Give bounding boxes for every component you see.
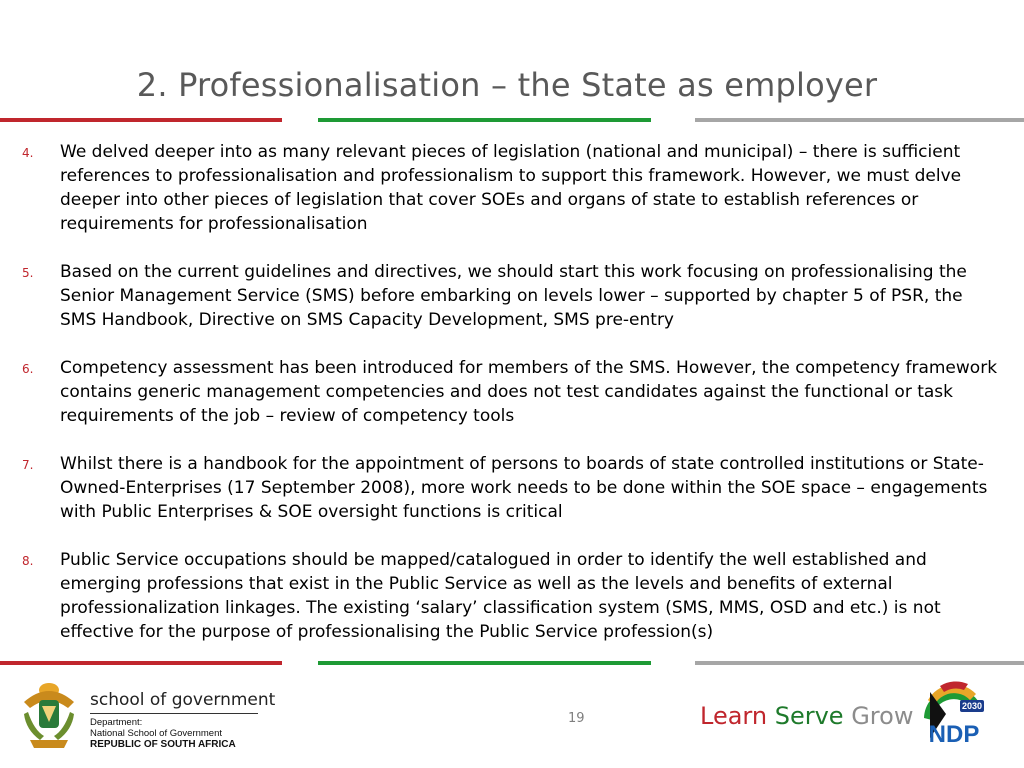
item-number: 6. xyxy=(22,362,34,376)
item-text: Public Service occupations should be mapped/catalogued in order to identify the well established and emerging professions that exist in the Public Service as well as the levels and benefits of external professionalization linkages. The existing ‘salary’ classification system (SMS, MMS, OSD and etc.) is not effective for the purpose of professionalising the Public Service profession(s) xyxy=(60,550,941,642)
org-name: school of government xyxy=(90,690,276,710)
ndp-text: NDP xyxy=(928,721,980,748)
bullet-list xyxy=(22,140,1002,668)
ndp-2030-logo xyxy=(916,678,988,750)
list-item xyxy=(22,452,1002,524)
list-item xyxy=(22,260,1002,332)
ndp-year: 2030 xyxy=(961,701,983,711)
department-label: Department: xyxy=(90,717,143,728)
top-divider-red xyxy=(0,118,282,122)
list-item xyxy=(22,356,1002,428)
bottom-divider-red xyxy=(0,661,282,665)
department-block xyxy=(90,717,236,750)
top-divider-green xyxy=(318,118,651,122)
coat-of-arms-logo xyxy=(18,678,80,750)
bottom-divider-gray xyxy=(695,661,1024,665)
slide-title: 2. Professionalisation – the State as employer xyxy=(136,66,878,104)
top-divider-gray xyxy=(695,118,1024,122)
tagline-learn: Learn xyxy=(700,702,768,730)
page-number: 19 xyxy=(568,711,585,726)
list-item xyxy=(22,548,1002,644)
item-text: We delved deeper into as many relevant pieces of legislation (national and municipal) – there is sufficient references to professionalisation and professionalism to support this framework. However, we must delve deeper into other pieces of legislation that cover SOEs and organs of state to establish references or requirements for professionalisation xyxy=(60,142,962,234)
country-name: REPUBLIC OF SOUTH AFRICA xyxy=(90,739,236,750)
department-name: National School of Government xyxy=(90,728,223,739)
item-text: Competency assessment has been introduced for members of the SMS. However, the competency framework contains generic management competencies and does not test candidates against the functional or task requirements of the job – review of competency tools xyxy=(60,358,998,426)
list-item xyxy=(22,140,1002,236)
item-number: 4. xyxy=(22,146,34,160)
item-number: 5. xyxy=(22,266,34,280)
tagline xyxy=(700,702,913,730)
tagline-serve: Serve xyxy=(774,702,844,730)
tagline-grow: Grow xyxy=(851,702,914,730)
org-name-underline xyxy=(90,713,258,714)
bottom-divider-green xyxy=(318,661,651,665)
item-text: Based on the current guidelines and directives, we should start this work focusing on professionalising the Senior Management Service (SMS) before embarking on levels lower – supported by chapter 5 of PSR, the SMS Handbook, Directive on SMS Capacity Development, SMS pre-entry xyxy=(60,262,967,330)
item-number: 8. xyxy=(22,554,34,568)
item-number: 7. xyxy=(22,458,34,472)
item-text: Whilst there is a handbook for the appointment of persons to boards of state controlled institutions or State-Owned-Enterprises (17 September 2008), more work needs to be done within the SOE space – engagements with Public Enterprises & SOE oversight functions is critical xyxy=(60,454,988,522)
